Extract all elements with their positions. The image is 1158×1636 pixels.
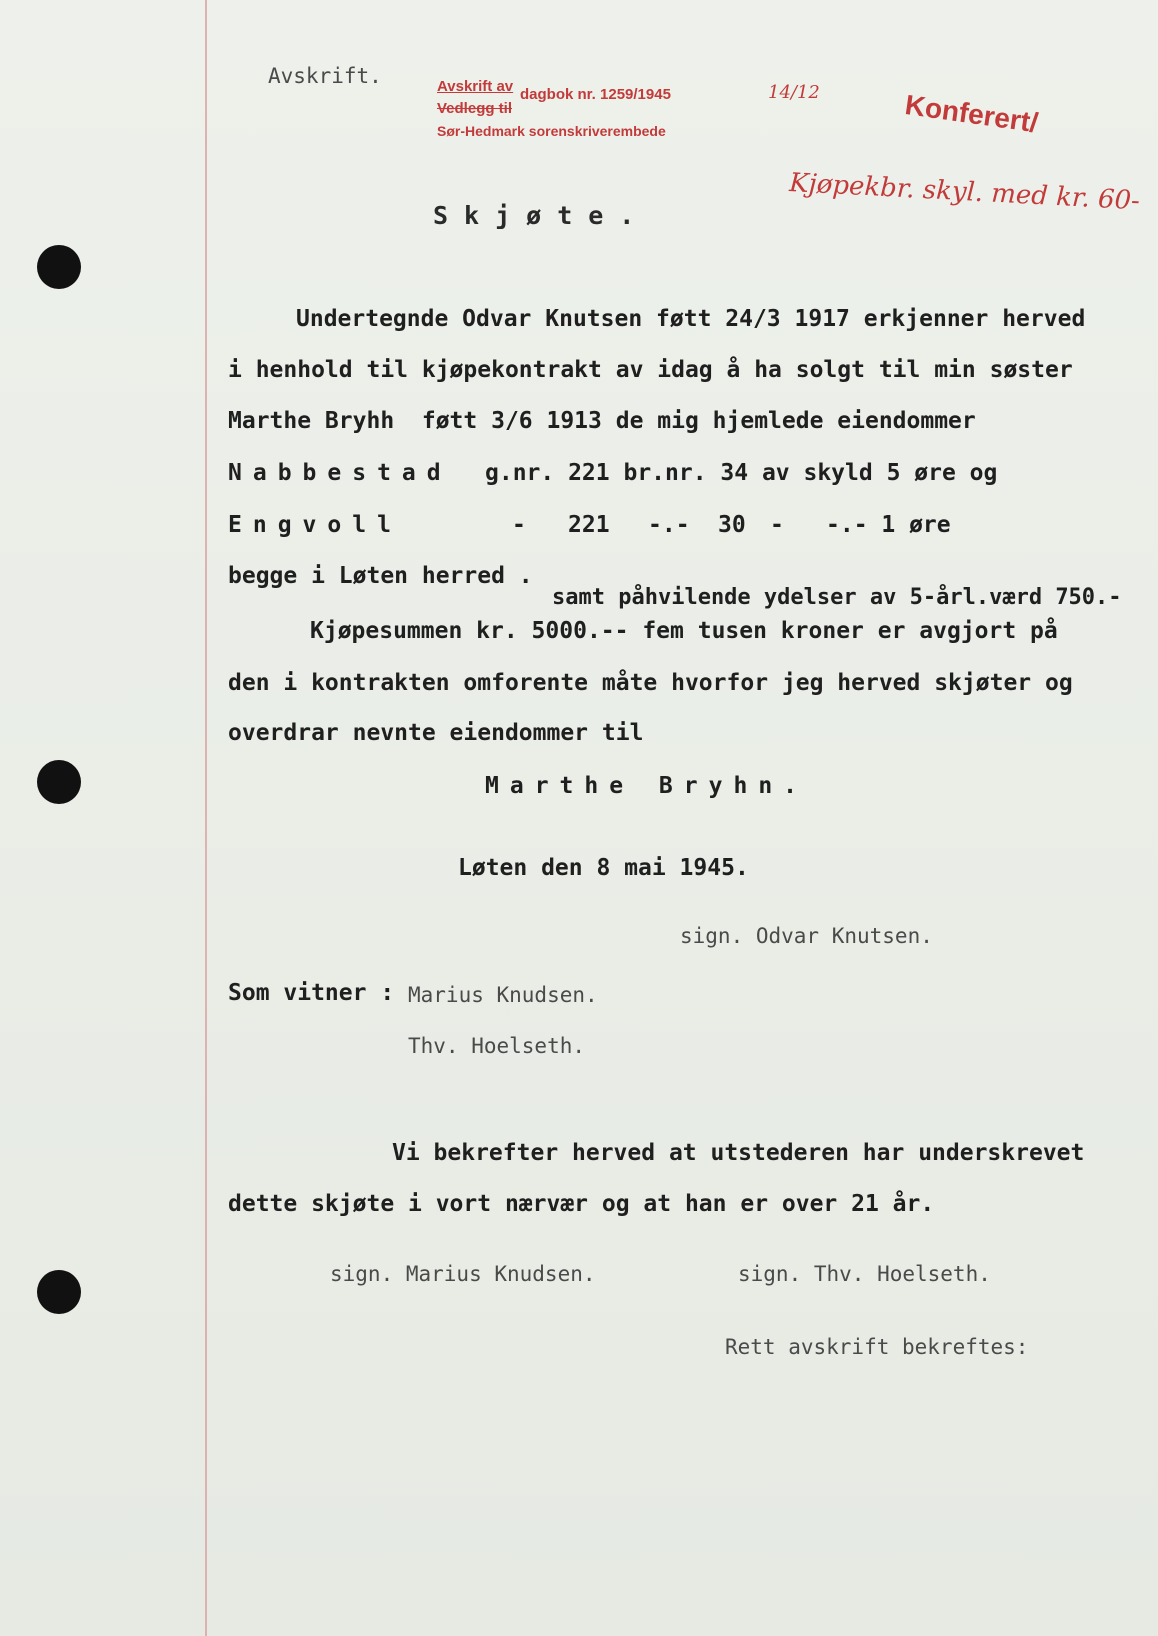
confirmation-line: dette skjøte i vort nærvær og at han er over 21 år.	[228, 1191, 935, 1217]
punch-hole	[37, 760, 81, 804]
certification: Rett avskrift bekreftes:	[725, 1335, 1029, 1359]
body-line: Kjøpesummen kr. 5000.-- fem tusen kroner er avgjort på	[310, 618, 1058, 644]
witness-name: Thv. Hoelseth.	[408, 1034, 586, 1058]
body-line: i henhold til kjøpekontrakt av idag å ha solgt til min søster	[228, 357, 1073, 383]
ditto-mark: -	[770, 512, 784, 538]
konferert-stamp: Konferert/	[903, 89, 1040, 139]
property-details: -.- 1 øre	[826, 512, 951, 538]
seller-signature: sign. Odvar Knutsen.	[680, 924, 933, 948]
handwritten-note: Kjøpekbr. skyl. med kr. 60-	[788, 168, 1141, 217]
body-line: overdrar nevnte eiendommer til	[228, 720, 644, 746]
property-details: g.nr. 221 br.nr. 34 av skyld 5 øre og	[485, 460, 998, 486]
body-line: Marthe Bryhh føtt 3/6 1913 de mig hjemlede eiendommer	[228, 408, 976, 434]
stamp-line-2: Vedlegg til	[437, 100, 513, 117]
witness-signature: sign. Thv. Hoelseth.	[738, 1262, 991, 1286]
stamp-line-1: Avskrift av	[437, 78, 514, 95]
stamp-date: 14/12	[768, 82, 820, 103]
property-name: Engvoll	[228, 512, 402, 538]
margin-line	[205, 0, 207, 1636]
ditto-mark: -	[512, 512, 526, 538]
stamp-line-3: Sør-Hedmark sorenskriverembede	[437, 123, 666, 139]
body-line: begge i Løten herred .	[228, 563, 533, 589]
witness-signature: sign. Marius Knudsen.	[330, 1262, 596, 1286]
property-bnr: 30	[718, 512, 746, 538]
inserted-line: samt påhvilende ydelser av 5-årl.værd 750.-	[552, 585, 1122, 610]
ditto-mark: -.-	[648, 512, 690, 538]
buyer-name: Marthe Bryhn.	[485, 773, 809, 799]
place-date: Løten den 8 mai 1945.	[458, 855, 749, 881]
punch-hole	[37, 1270, 81, 1314]
punch-hole	[37, 245, 81, 289]
witness-name: Marius Knudsen.	[408, 983, 598, 1007]
avskrift-label: Avskrift.	[268, 64, 382, 88]
witness-label: Som vitner :	[228, 980, 395, 1006]
document-title: Skjøte.	[433, 201, 651, 230]
body-line: Undertegnde Odvar Knutsen føtt 24/3 1917 erkjenner herved	[296, 306, 1086, 332]
confirmation-line: Vi bekrefter herved at utstederen har underskrevet	[392, 1140, 1085, 1166]
stamp-dagbok: dagbok nr. 1259/1945	[520, 86, 671, 103]
property-name: Nabbestad	[228, 460, 452, 486]
body-line: den i kontrakten omforente måte hvorfor jeg herved skjøter og	[228, 670, 1073, 696]
property-gnr: 221	[568, 512, 610, 538]
